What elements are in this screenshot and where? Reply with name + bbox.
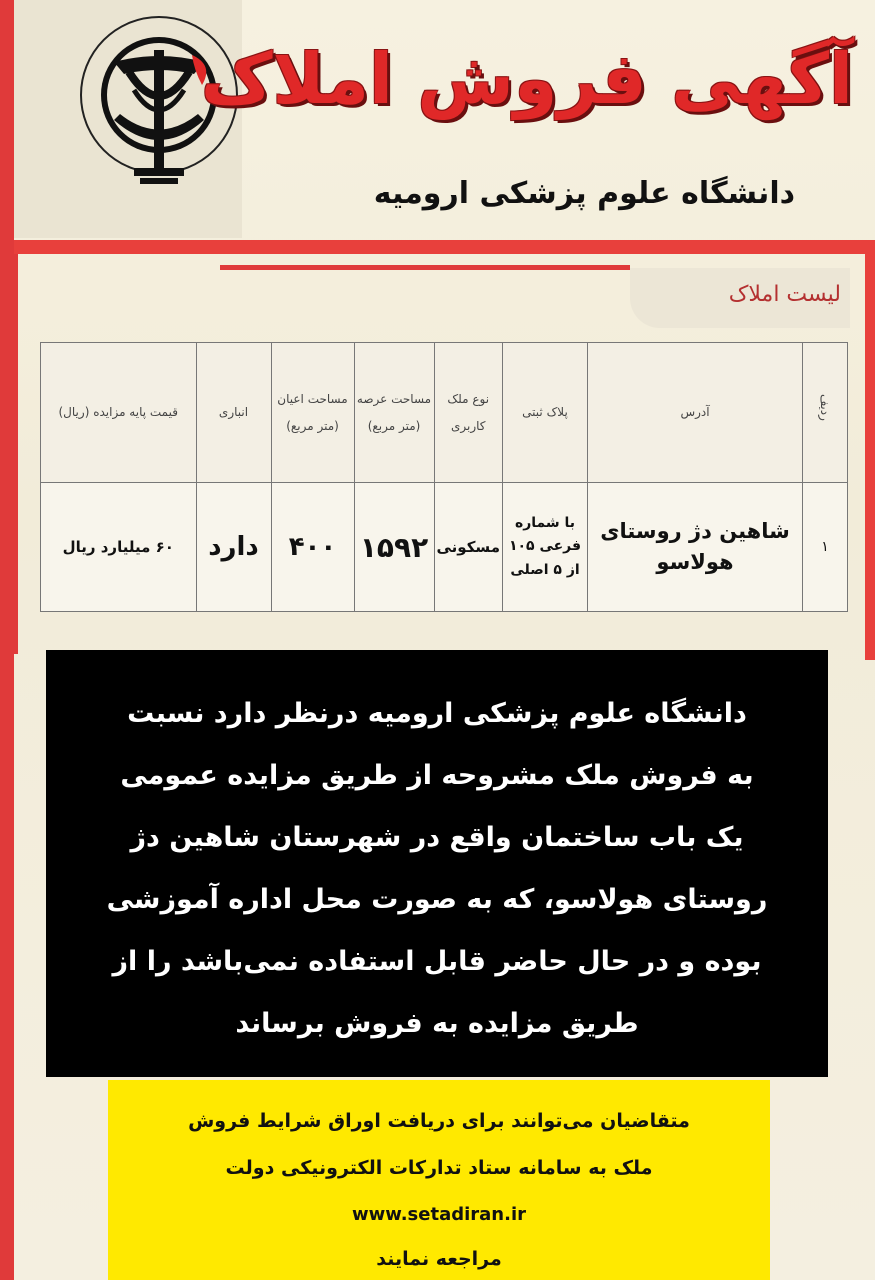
left-red-border — [0, 0, 14, 1280]
notice-text — [60, 683, 814, 1055]
header-row-number: ردیف — [803, 343, 848, 483]
left-thin-border — [14, 254, 18, 654]
notice-line: بوده و در حال حاضر قابل استفاده نمی‌باشد را از — [112, 946, 762, 977]
header-type: نوع ملک کاربری — [434, 343, 503, 483]
header-ayan: مساحت اعیان (متر مربع) — [271, 343, 354, 483]
footer-line: ملک به سامانه ستاد تدارکات الکترونیکی دولت — [225, 1157, 653, 1179]
cell-arse: ۱۵۹۲ — [354, 483, 434, 612]
cell-plak: با شماره فرعی ۱۰۵ از ۵ اصلی — [503, 483, 588, 612]
cell-type: مسکونی — [434, 483, 503, 612]
header-address: آدرس — [588, 343, 803, 483]
page-subtitle: دانشگاه علوم پزشکی ارومیه — [373, 176, 795, 211]
cell-ayan: ۴۰۰ — [271, 483, 354, 612]
notice-line: طریق مزایده به فروش برساند — [235, 1008, 639, 1039]
cell-price: ۶۰ میلیارد ریال — [41, 483, 197, 612]
footer-line: متقاضیان می‌توانند برای دریافت اوراق شرایط فروش — [188, 1110, 690, 1132]
cell-address: شاهین دژ روستای هولاسو — [588, 483, 803, 612]
right-red-border — [865, 240, 875, 660]
setadiran-link[interactable]: www.setadiran.ir — [351, 1204, 527, 1225]
notice-line: دانشگاه علوم پزشکی ارومیه درنظر دارد نسبت — [127, 698, 747, 729]
footer-line: مراجعه نمایند — [376, 1248, 502, 1270]
header-price: قیمت پایه مزایده (ریال) — [41, 343, 197, 483]
notice-line: روستای هولاسو، که به صورت محل اداره آموزشی — [106, 884, 768, 915]
cell-anbari: دارد — [196, 483, 271, 612]
page-title: آگهی فروش املاک — [200, 38, 853, 120]
table-header-row — [41, 343, 848, 483]
notice-line: یک باب ساختمان واقع در شهرستان شاهین دژ — [130, 822, 744, 853]
properties-table — [40, 342, 848, 612]
list-label: لیست املاک — [728, 282, 841, 307]
header-arse: مساحت عرصه (متر مربع) — [354, 343, 434, 483]
header-anbari: انباری — [196, 343, 271, 483]
table-row — [41, 483, 848, 612]
cell-row-number: ۱ — [803, 483, 848, 612]
notice-line: به فروش ملک مشروحه از طریق مزایده عمومی — [120, 760, 754, 791]
red-divider — [14, 240, 875, 254]
tab-rule — [220, 265, 630, 270]
header-plak: پلاک ثبتی — [503, 343, 588, 483]
